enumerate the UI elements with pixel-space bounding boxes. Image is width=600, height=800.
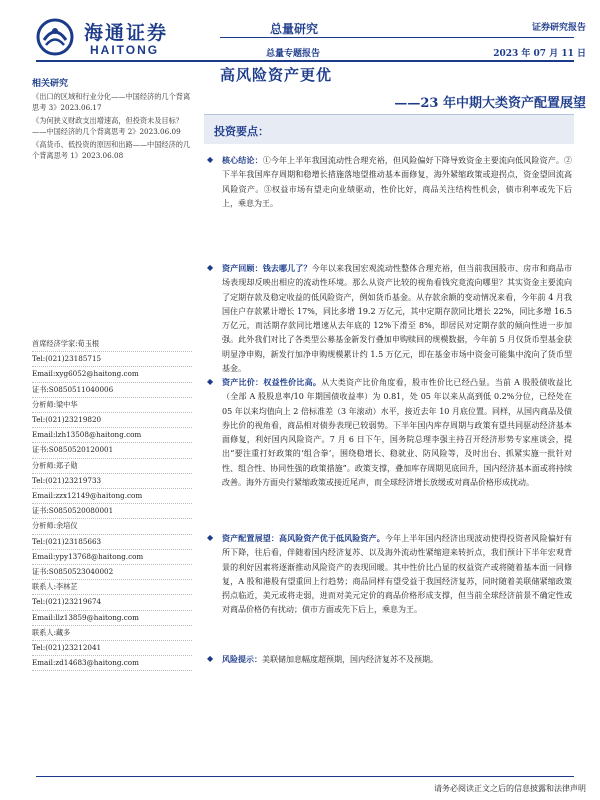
contact-line: Tel:(021)23212041 — [32, 641, 192, 656]
haitong-logo-icon — [36, 18, 74, 56]
contact-line: 联系人:李林芷 — [32, 580, 192, 595]
key-points-title: 投资要点： — [214, 125, 269, 138]
diamond-bullet-icon: ◆ — [207, 533, 214, 542]
haitong-logo — [36, 18, 196, 58]
section-heading: 资产回顾：钱去哪儿了？ — [222, 263, 312, 273]
contact-email[interactable]: Email:xyg6052@haitong.com — [32, 367, 192, 382]
section-core-conclusion — [207, 153, 573, 211]
section-body: 从大类资产比价角度看，股市性价比已经凸显。当前 A 股股债收益比（全部 A 股股息率/10 年期国债收益率）为 0.81，处 05 年以来从高到低 0.2%分位，已经处在 05 年以来均值向上 2 倍标准差（3 年滚动）水平，接近去年 10 月底位置。同样，从国内商品及债券比价的视角看，商品相对债券表现已较弱势。下半年国内库存周期与政策有望共同驱动经济基本面修复，利好国内风险资产。7 月 6 日下午，国务院总理李强主持召开经济形势专家座谈会，提出“要注重打好政策的‘组合拳’，围绕稳增长、稳就业、防风险等，及时出台、抓紧实施一批针对性、组合性、协同性强的政策措施”。政策支撑，叠加库存周期见底回升，国内经济基本面或将持续改善。海外方面央行紧缩政策或接近尾声，而全球经济增长放缓或对商品价格形成扰动。 — [222, 378, 572, 488]
footer-disclaimer: 请务必阅读正文之后的信息披露和法律声明 — [434, 784, 586, 793]
contact-line: 分析师:郑子勋 — [32, 459, 192, 474]
contact-email[interactable]: Email:llz13859@haitong.com — [32, 611, 192, 626]
report-date: 2023 年 07 月 11 日 — [493, 49, 586, 59]
section-heading: 资产比价：权益性价比高。 — [222, 377, 322, 387]
contact-line: 分析师:梁中华 — [32, 398, 192, 413]
contact-line: Tel:(021)23185715 — [32, 352, 192, 367]
logo-english-name: HAITONG — [90, 43, 160, 57]
section-heading: 核心结论： — [222, 155, 263, 165]
contact-email[interactable]: Email:zzx12149@haitong.com — [32, 489, 192, 504]
page-header — [0, 0, 600, 60]
contact-line: 证书:S0850511040006 — [32, 383, 192, 398]
report-subtitle: ——23 年中期大类资产配置展望 — [394, 96, 586, 111]
contact-line: 证书:S0850520120001 — [32, 443, 192, 458]
contact-email[interactable]: Email:zd14683@haitong.com — [32, 656, 192, 671]
footer-divider — [36, 776, 574, 777]
section-body: 今年以来我国宏观流动性整体合理充裕，但当前我国股市、房市和商品市场表现却反映出相应的流动性环境。那么从资产比较的视角看钱究竟流向哪里？其实资金主要流向了定期存款及稳定收益的低风险资产，例如货币基金。从存款余额的变动情况来看，今年前 4 月我国住户存款累计增长 17%，同比多增 19.2 万亿元，其中定期存款同比增长 22%，同比多增 16.5 万亿元，而活期存款同比增速从去年底的 12%下滑至 8%，即居民对定期存款的倾向性进一步加强。此外我们对比了各类型公募基金新发行叠加申购赎回的规模数据，今年前 5 月仅货币型基金获明显净申购，新发行加净申购规模累计约 1.5 万亿元，即在基金市场中资金可能集中流向了货币型基金。 — [222, 264, 573, 374]
contact-line: Tel:(021)23219674 — [32, 595, 192, 610]
contact-line: 首席经济学家:荀玉根 — [32, 337, 192, 352]
analyst-contacts — [32, 337, 192, 671]
section-allocation-outlook — [207, 531, 572, 618]
related-research-title: 相关研究 — [32, 79, 69, 89]
contact-email[interactable]: Email:lzh13508@haitong.com — [32, 428, 192, 443]
diamond-bullet-icon: ◆ — [207, 654, 214, 663]
report-type: 总量研究 — [270, 22, 319, 36]
related-item[interactable]: 《出口的区域和行业分化——中国经济的几个背离思考 3》2023.06.17 — [32, 92, 191, 112]
header-divider-top — [220, 37, 574, 38]
section-body: 今年上半年国内经济出现波动使得投资者风险偏好有所下降，往后看，伴随着国内经济复苏、以及海外流动性紧缩迎来转折点，我们预计下半年宏观背景的利好因素将逐渐推动风险资产的表现回暖。其中性价比凸显的权益资产或将随着基本面一同修复，A 股和港股有望重回上行趋势；商品同样有望受益于我国经济复苏，同时随着美联储紧缩政策拐点临近，美元或将走弱，进而对美元定价的商品价格形成支撑，但当前全球经济前景不确定性或对商品价格仍有扰动；债市方面或先下后上，乘息为王。 — [222, 534, 572, 615]
related-item[interactable]: 《高货币、低投资的原因和出路——中国经济的几个背离思考 1》2023.06.08 — [32, 140, 191, 160]
contact-line: Tel:(021)23185663 — [32, 535, 192, 550]
contact-line: 证书:S0850523040002 — [32, 565, 192, 580]
report-label: 证券研究报告 — [531, 23, 586, 33]
section-asset-review — [207, 261, 573, 376]
contact-line: Tel:(021)23219733 — [32, 474, 192, 489]
diamond-bullet-icon: ◆ — [207, 263, 214, 272]
contact-line: 分析师:余培仪 — [32, 519, 192, 534]
diamond-bullet-icon: ◆ — [207, 155, 214, 164]
contact-line: Tel:(021)23219820 — [32, 413, 192, 428]
report-subtype: 总量专题报告 — [266, 49, 321, 59]
report-title: 高风险资产更优 — [220, 66, 333, 84]
section-asset-valuation — [207, 375, 572, 490]
section-body: 美联储加息幅度超预期，国内经济复苏不及预期。 — [262, 655, 438, 664]
key-points-bar — [204, 114, 574, 144]
section-risk-warning — [207, 652, 572, 667]
sidebar-related — [32, 76, 192, 163]
related-item[interactable]: 《为何狭义财政支出增速高，但投资未及目标？——中国经济的几个背离思考 2》2023.06.09 — [32, 116, 183, 136]
section-heading: 风险提示： — [222, 654, 262, 664]
contact-email[interactable]: Email:ypy13768@haitong.com — [32, 550, 192, 565]
contact-line: 联系人:藏多 — [32, 626, 192, 641]
section-body: ①今年上半年我国流动性合理充裕，但风险偏好下降导致资金主要流向低风险资产。②下半年我国库存周期和稳增长措施落地望推动基本面修复，海外紧缩政策或迎拐点，资金望回流高风险资产。③权益市场有望走向业绩驱动，性价比好，商品关注结构性机会，债市利率或先下后上，乘息为王。 — [222, 156, 573, 208]
contact-line: 证书:S0850520080001 — [32, 504, 192, 519]
header-divider — [36, 60, 574, 62]
section-heading: 资产配置展望：高风险资产优于低风险资产。 — [222, 533, 385, 543]
logo-chinese-name: 海通证券 — [84, 22, 169, 44]
diamond-bullet-icon: ◆ — [207, 377, 214, 386]
